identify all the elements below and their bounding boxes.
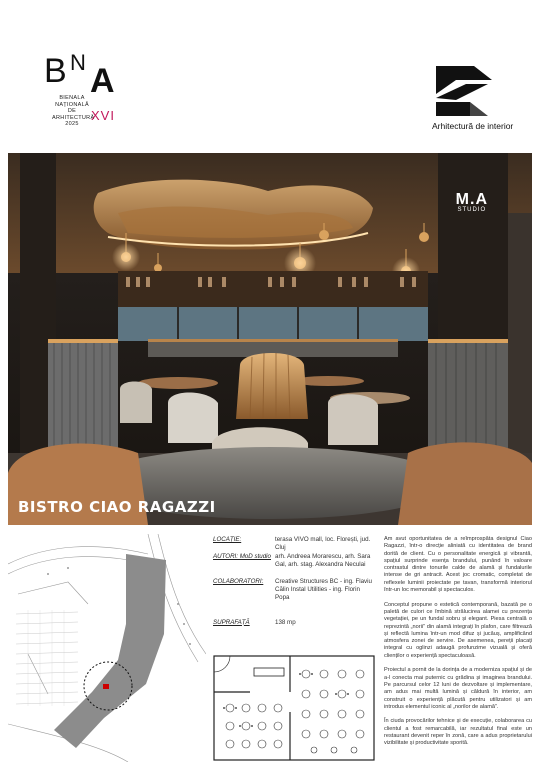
area-label: SUPRAFAȚĂ [213,618,250,626]
project-title: BISTRO CIAO RAGAZZI [18,498,216,516]
bna-logo [40,44,130,144]
bna-caption [52,95,95,128]
collaborators-label: COLABORATORI: [213,577,264,585]
project-description [384,536,532,755]
description-paragraph: Am avut oportunitatea de a reîmprospăta designul Ciao Ragazzi, într-o direcție aliniată cu identitatea de brand dorită de client. Cu o personalitate energică și vibrantă, spațiul surprinde esența brandului, punând în valoare contrastul dintre tonurile calde de alamă și fundalurile intense de gri antracit. Acest joc cromatic, completat de reflexele luminii proiectate pe tavan, transformă interiorul într-un loc memorabil și spectaculos. [384,536,532,594]
floor-plan-drawing [210,652,378,764]
info-authors [213,553,375,570]
hero-photo [8,153,532,525]
authors-label: AUTORI: MoD studio [213,552,271,560]
bna-caption-line: 2025 [65,121,79,128]
collaborators-value: Creative Structures BC - ing. Flaviu Călin Instal Utilities - ing. Florin Popa [275,577,372,602]
area-value: 138 mp [275,618,296,626]
category-label: Arhitectură de interior [432,121,514,131]
floor-plan [210,652,378,764]
site-plan [8,534,206,762]
studio-logo [456,191,488,213]
project-location-marker [103,684,109,689]
description-paragraph: În ciuda provocărilor tehnice și de execuție, colaborarea cu clientul a fost remarcabilă, iar rezultatul final este un restaurant devenit reper în zonă, care a adus proprietarului vizibilitate și productivitate sporită. [384,718,532,747]
project-info [213,536,375,627]
studio-logo-mark: M.A [455,191,488,208]
description-paragraph: Proiectul a pornit de la dorința de a moderniza spațiul și de a-l conecta mai puternic cu grădina și imaginea brandului. Pe parcursul celor 12 luni de dezvoltare și implementare, am adus mai multă lumină și căldură în interior, am construit o experiență plăcută pentru utilizatori și am introdus elementul iconic al „norilor de alamă”. [384,667,532,710]
studio-logo-sub: STUDIO [457,207,487,213]
interior-architecture-icon [436,66,492,116]
restaurant-interior-illustration [8,153,532,525]
bna-letter-a: A [90,62,115,100]
bna-caption-line: ARHITECTURĂ [52,114,95,121]
site-plan-drawing [8,534,206,762]
bna-caption-line: DE [67,108,77,115]
info-location [213,536,375,553]
location-value: terasa VIVO mall, loc. Florești, jud. Cluj [275,536,371,552]
info-area [213,619,375,627]
bna-caption-line: NAȚIONALĂ [55,101,89,108]
bna-caption-line: BIENALA [59,95,85,101]
bna-edition: XVI [91,108,115,123]
description-paragraph: Conceptul propune o estetică contemporană, bazată pe o paletă de culori ce îmbină strălucirea alamei cu prezența vegetației, pe un fundal sobru și elegant. Piesa centrală o reprezintă „norii” din alamă integrați în plafon, care filtrează și reflectă lumina într-un mod difuz și jucăuș, amplificând atmosfera zonei de servire. De asemenea, pereții placați integral cu oglinzi adaugă profunzime vizuală și oferă clienților o experiență spectaculoasă. [384,601,532,659]
interior-architecture-logo [436,66,492,116]
location-label: LOCAȚIE: [213,536,242,543]
info-collaborators [213,578,375,603]
bna-letter-n: N [70,50,86,75]
authors-value: arh. Andreea Morarescu, arh. Sara Gal, arh. stag. Alexandra Neculai [275,552,371,569]
bna-letter-b: B [44,52,67,90]
